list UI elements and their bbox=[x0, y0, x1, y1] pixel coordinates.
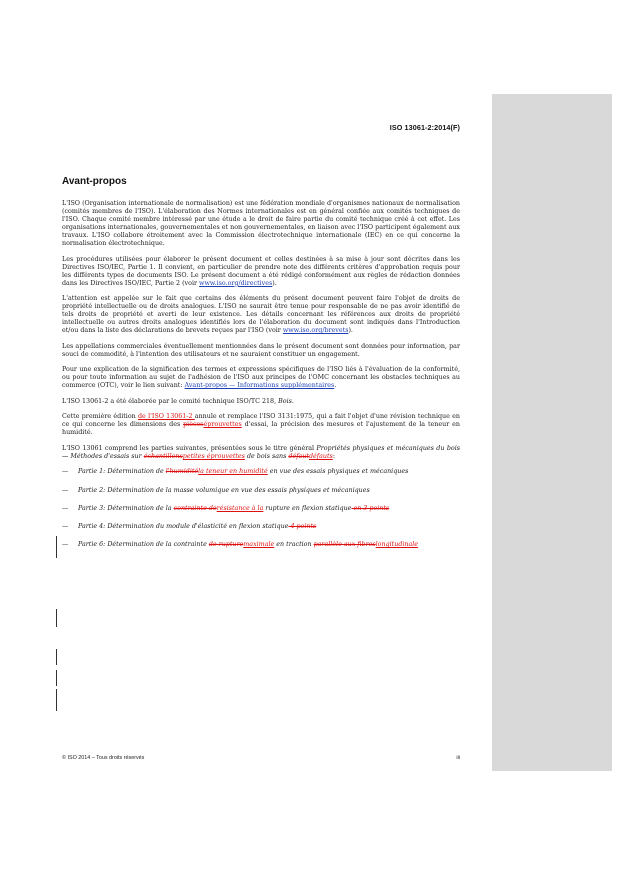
page-footer bbox=[62, 755, 460, 761]
paragraph-procedures: Les procédures utilisées pour élaborer le présent document et celles destinées à sa mise à jour sont décrites dans les Directives ISO/IEC, Partie 1. Il convient, en particulier de prendre note des différents critères d'approbation requis pour les différents types de documents ISO. Le présent document a été rédigé conformément aux règles de rédaction données dans les Directives ISO/IEC, Partie 2 (voir www.iso.org/directives). bbox=[62, 255, 460, 287]
paragraph-edition: Cette première édition de l'ISO 13061-2 annule et remplace l'ISO 3131:1975, qui a fait l'objet d'une révision technique en ce qui concerne les dimensions des pièceséprouvettes d'essai, la précision des mesures et l'ajustement de la teneur en humidité. bbox=[62, 413, 460, 437]
list-item: — Partie 6: Détermination de la contrainte de rupturemaximale en traction parallèle aux fibreslongitudinale bbox=[62, 541, 419, 549]
change-bar bbox=[56, 609, 57, 627]
deleted-text: échantillons bbox=[143, 452, 183, 460]
copyright-notice: © ISO 2014 – Tous droits réservés bbox=[62, 755, 145, 761]
paragraph-conformity: Pour une explication de la signification des termes et expressions spécifiques de l'ISO liés à l'évaluation de la conformité, ou pour toute information au sujet de l'adhésion de l'ISO aux principes de l'OMC concernant les obstacles techniques au commerce (OTC), voir le lien suivant: Avant-propos — Informations supplémentaires. bbox=[62, 366, 460, 390]
foreword-info-link[interactable]: Avant-propos — Informations supplémentaires bbox=[184, 382, 335, 390]
paragraph-patents: L'attention est appelée sur le fait que certains des éléments du présent document peuvent faire l'objet de droits de propriété intellectuelle ou de droits analogues. L'ISO ne saurait être tenue pour responsable de ne pas avoir identifié de tels droits de propriété et averti de leur existence. Les détails concernant les références aux droits de propriété intellectuelle ou autres droits analogues identifiés lors de l'élaboration du document sont indiqués dans l'Introduction et/ou dans la liste des déclarations de brevets reçues par l'ISO (voir www.iso.org/brevets). bbox=[62, 295, 460, 335]
directives-link[interactable]: www.iso.org/directives bbox=[199, 279, 273, 287]
change-bar bbox=[56, 670, 57, 686]
change-bar bbox=[56, 649, 57, 665]
inserted-text: de l'ISO 13061-2 bbox=[138, 413, 195, 421]
list-item: — Partie 3: Détermination de la contrainte derésistance à la rupture en flexion statique en 3 points bbox=[62, 504, 390, 512]
change-bar bbox=[56, 689, 57, 711]
deleted-text: pièces bbox=[183, 421, 204, 429]
paragraph-committee: L'ISO 13061-2 a été élaborée par le comité technique ISO/TC 218, Bois. bbox=[62, 397, 294, 405]
list-item: — Partie 2: Détermination de la masse volumique en vue des essais physiques et mécaniques bbox=[62, 486, 370, 494]
paragraph-iso-intro: L'ISO (Organisation internationale de normalisation) est une fédération mondiale d'organismes nationaux de normalisation (comités membres de l'ISO). L'élaboration des Normes internationales est en général confiée aux comités techniques de l'ISO. Chaque comité membre intéressé par une étude a le droit de faire partie du comité technique créé à cet effet. Les organisations internationales, gouvernementales et non gouvernementales, en liaison avec l'ISO participent également aux travaux. L'ISO collabore étroitement avec la Commission électrotechnique internationale (IEC) en ce qui concerne la normalisation électrotechnique. bbox=[62, 200, 460, 248]
page-number: iii bbox=[456, 755, 460, 761]
patents-link[interactable]: www.iso.org/brevets bbox=[282, 327, 349, 335]
foreword-content bbox=[62, 176, 460, 560]
comment-margin-panel bbox=[492, 94, 612, 771]
deleted-text: défaut bbox=[288, 452, 309, 460]
inserted-text: petites éprouvettes bbox=[182, 452, 245, 460]
inserted-text: éprouvettes bbox=[203, 421, 242, 429]
change-bar bbox=[56, 536, 57, 558]
inserted-text: défauts bbox=[308, 452, 333, 460]
standard-reference: ISO 13061-2:2014(F) bbox=[389, 123, 460, 132]
list-item: — Partie 4: Détermination du module d'élasticité en flexion statique 4 points bbox=[62, 523, 317, 531]
paragraph-parts-intro: L'ISO 13061 comprend les parties suivantes, présentées sous le titre général Propriétés physiques et mécaniques du bois — Méthodes d'essais sur échantillonspetites éprouvettes de bois sans défautdéfauts: bbox=[62, 444, 460, 460]
section-title: Avant-propos bbox=[62, 176, 127, 187]
parts-list bbox=[62, 468, 460, 549]
paragraph-trade-names: Les appellations commerciales éventuellement mentionnées dans le présent document sont données pour information, par souci de commodité, à l'intention des utilisateurs et ne sauraient constituer un engagement. bbox=[62, 342, 460, 358]
list-item: — Partie 1: Détermination de l'humiditéla teneur en humidité en vue des essais physiques et mécaniques bbox=[62, 468, 409, 476]
